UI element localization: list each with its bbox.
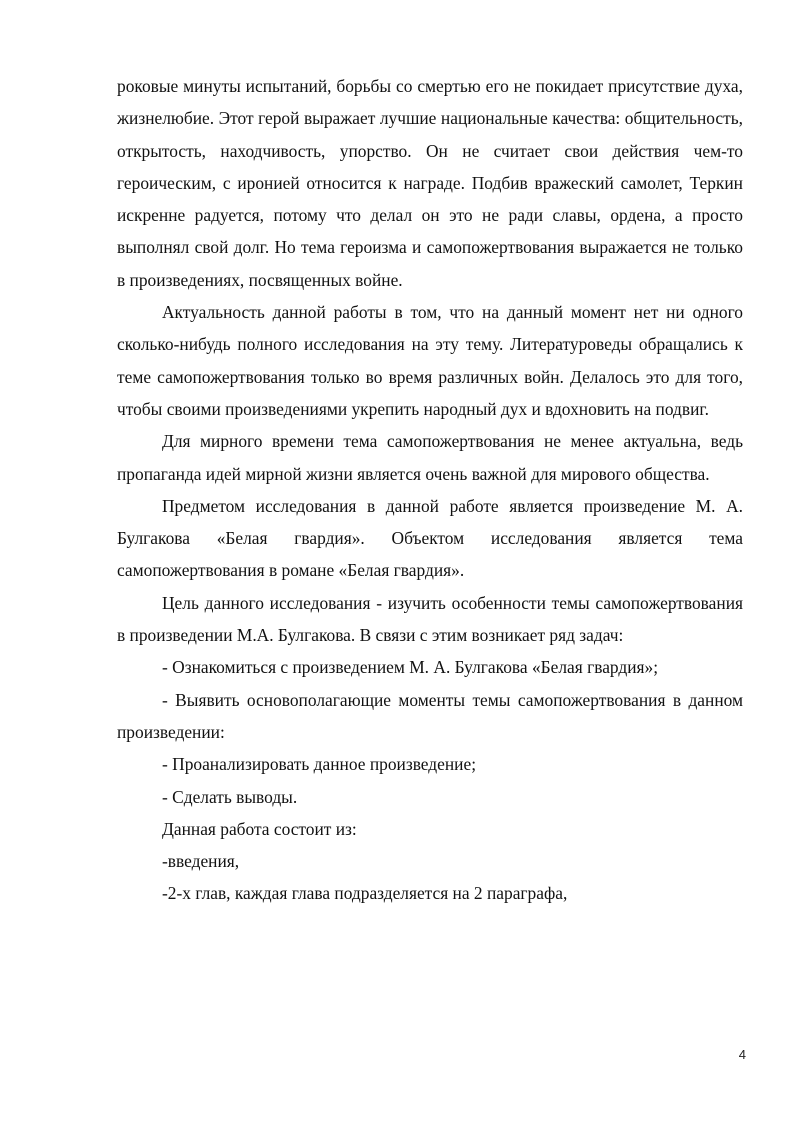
- paragraph-peacetime: Для мирного времени тема самопожертвования не менее актуальна, ведь пропаганда идей мирной жизни является очень важной для мирового общества.: [117, 431, 743, 484]
- paragraph-subject: Предметом исследования в данной работе является произведение М. А. Булгакова «Белая гвардия». Объектом исследования является тема самопожертвования в романе «Белая гвардия».: [117, 495, 743, 581]
- task-item-conclude: - Сделать выводы.: [162, 786, 298, 807]
- page-number: 4: [738, 1047, 746, 1062]
- paragraph-relevance: Актуальность данной работы в том, что на данный момент нет ни одного сколько-нибудь полного исследования на эту тему. Литературоведы обращались к теме самопожертвования только во время различных войн. Делалось это для того, чтобы своими произведениями укрепить народный дух и вдохновить на подвиг.: [117, 302, 743, 419]
- structure-item-introduction: -введения,: [162, 851, 240, 872]
- task-item-familiarize: - Ознакомиться с произведением М. А. Булгакова «Белая гвардия»;: [162, 657, 659, 678]
- body-text: [117, 70, 743, 910]
- task-item-analyze: - Проанализировать данное произведение;: [162, 754, 477, 775]
- task-item-identify: - Выявить основополагающие моменты темы самопожертвования в данном произведении:: [117, 689, 743, 742]
- structure-intro: Данная работа состоит из:: [162, 818, 357, 839]
- structure-item-chapters: -2-х глав, каждая глава подразделяется на 2 параграфа,: [162, 883, 568, 904]
- paragraph-goal: Цель данного исследования - изучить особенности темы самопожертвования в произведении М.А. Булгакова. В связи с этим возникает ряд задач:: [117, 592, 743, 646]
- paragraph-intro-continuation: роковые минуты испытаний, борьбы со смертью его не покидает присутствие духа, жизнелюбие. Этот герой выражает лучшие национальные качества: общительность, открытость, находчивость, упорство. Он не считает свои действия чем-то героическим, с иронией относится к награде. Подбив вражеский самолет, Теркин искренне радуется, потому что делал он это не ради славы, ордена, а просто выполнял свой долг. Но тема героизма и самопожертвования выражается не только в произведениях, посвященных войне.: [117, 76, 743, 290]
